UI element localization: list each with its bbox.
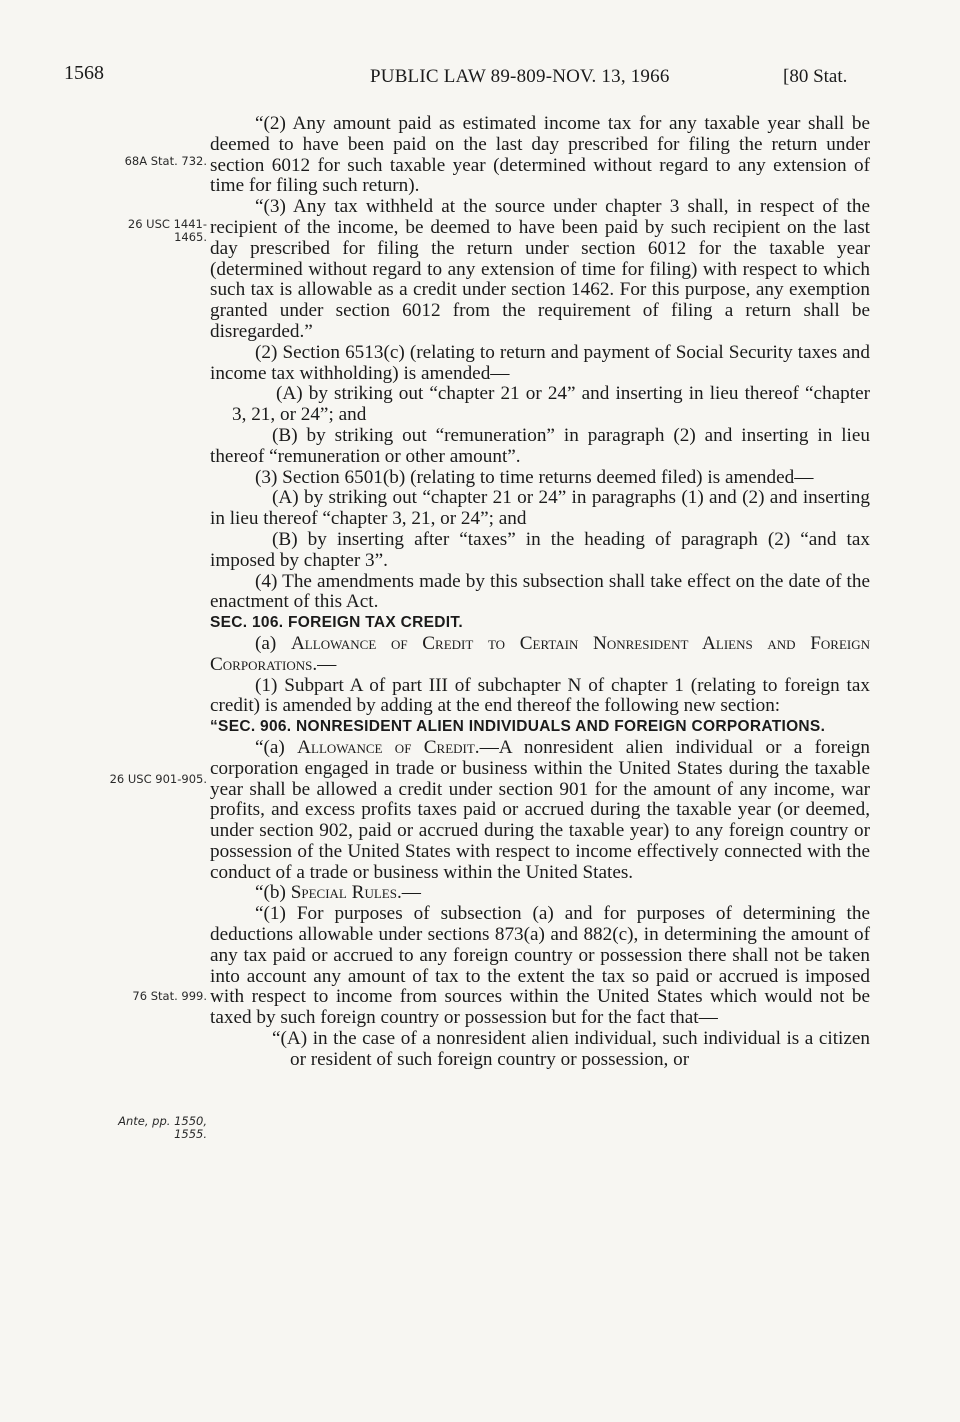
paragraph: (1) Subpart A of part III of subchapter N of chapter 1 (relating to foreign tax credit) is amended by adding at the end thereof the following new section: bbox=[210, 674, 870, 717]
paragraph-suffix: — bbox=[401, 882, 421, 904]
paragraph: (A) by striking out “chapter 21 or 24” and inserting in lieu thereof “chapter 3, 21, or 24”; and bbox=[232, 383, 870, 426]
paragraph-prefix: “(a) bbox=[255, 736, 298, 758]
section-heading: “SEC. 906. NONRESIDENT ALIEN INDIVIDUALS AND FOREIGN CORPORATIONS. bbox=[210, 718, 826, 736]
paragraph: “(1) For purposes of subsection (a) and for purposes of determining the deductions allowable under sections 873(a) and 882(c), in determining the amount of any tax paid or accrued to any foreign country or possession there shall not be taken into account any amount of tax to the extent the tax so paid or accrued is imposed with respect to income from sources within the United States which would not be taxed by such foreign country or possession but for the fact that— bbox=[210, 903, 870, 1029]
paragraph: (A) by striking out “chapter 21 or 24” in paragraphs (1) and (2) and inserting in lieu thereof “chapter 3, 21, or 24”; and bbox=[210, 487, 870, 530]
caption-text: Allowance of Credit to Certain Nonresident Aliens and Foreign Corporations. bbox=[210, 632, 870, 675]
caption-text: Special Rules. bbox=[290, 882, 402, 904]
paragraph bbox=[210, 883, 870, 904]
margin-note: Ante, pp. 1550, 1555. bbox=[118, 1114, 207, 1141]
paragraph: “(3) Any tax withheld at the source under chapter 3 shall, in respect of the recipient of the income, be deemed to have been paid by such recipient on the last day prescribed for filing the return under section 6012 for the taxable year (determined without regard to any extension of time for filing) with respect to which such tax is allowable as a credit under section 1462. For this purpose, any exemption granted under section 6012 from the requirement of filing a return shall be disregarded.” bbox=[210, 196, 870, 342]
margin-note: 26 USC 1441- 1465. bbox=[127, 217, 207, 244]
margin-note: 68A Stat. 732. bbox=[124, 154, 207, 168]
margin-note: 26 USC 901-905. bbox=[109, 772, 207, 786]
section-heading: SEC. 106. FOREIGN TAX CREDIT. bbox=[210, 614, 464, 632]
page-number: 1568 bbox=[64, 62, 104, 84]
page-header bbox=[0, 62, 960, 92]
paragraph: “(2) Any amount paid as estimated income tax for any taxable year shall be deemed to have been paid on the last day prescribed for filing the return under section 6012 for such taxable year (determined without regard to any extension of time for filing such return). bbox=[210, 113, 870, 197]
caption-text: Allowance of Credit. bbox=[297, 736, 480, 758]
paragraph: “(A) in the case of a nonresident alien individual, such individual is a citizen or resident of such foreign country or possession, or bbox=[272, 1028, 870, 1070]
paragraph: (B) by striking out “remuneration” in paragraph (2) and inserting in lieu thereof “remuneration or other amount”. bbox=[210, 424, 870, 467]
paragraph bbox=[210, 634, 870, 676]
margin-note: 76 Stat. 999. bbox=[132, 989, 207, 1003]
body-text bbox=[210, 114, 870, 1071]
stat-reference: [80 Stat. bbox=[783, 66, 848, 87]
paragraph-text: —A nonresident alien individual or a foreign corporation engaged in trade or business within the United States during the taxable year shall be allowed a credit under section 901 for the amount of any income, war profits, and excess profits taxes paid or accrued during the taxable year (or deemed, under section 902, paid or accrued during the taxable year) to any foreign country or possession of the United States with respect to income effectively connected with the conduct of a trade or business within the United States. bbox=[210, 736, 871, 883]
paragraph: (4) The amendments made by this subsection shall take effect on the date of the enactment of this Act. bbox=[210, 570, 870, 613]
paragraph-prefix: (a) bbox=[255, 632, 291, 654]
paragraph: (B) by inserting after “taxes” in the heading of paragraph (2) “and tax imposed by chapter 3”. bbox=[210, 528, 870, 571]
running-title: PUBLIC LAW 89-809-NOV. 13, 1966 bbox=[370, 66, 670, 87]
paragraph: (3) Section 6501(b) (relating to time returns deemed filed) is amended— bbox=[255, 466, 814, 488]
paragraph bbox=[210, 738, 870, 884]
paragraph: (2) Section 6513(c) (relating to return and payment of Social Security taxes and income tax withholding) is amended— bbox=[210, 341, 870, 384]
paragraph-prefix: “(b) bbox=[255, 882, 291, 904]
paragraph-suffix: — bbox=[317, 653, 337, 675]
